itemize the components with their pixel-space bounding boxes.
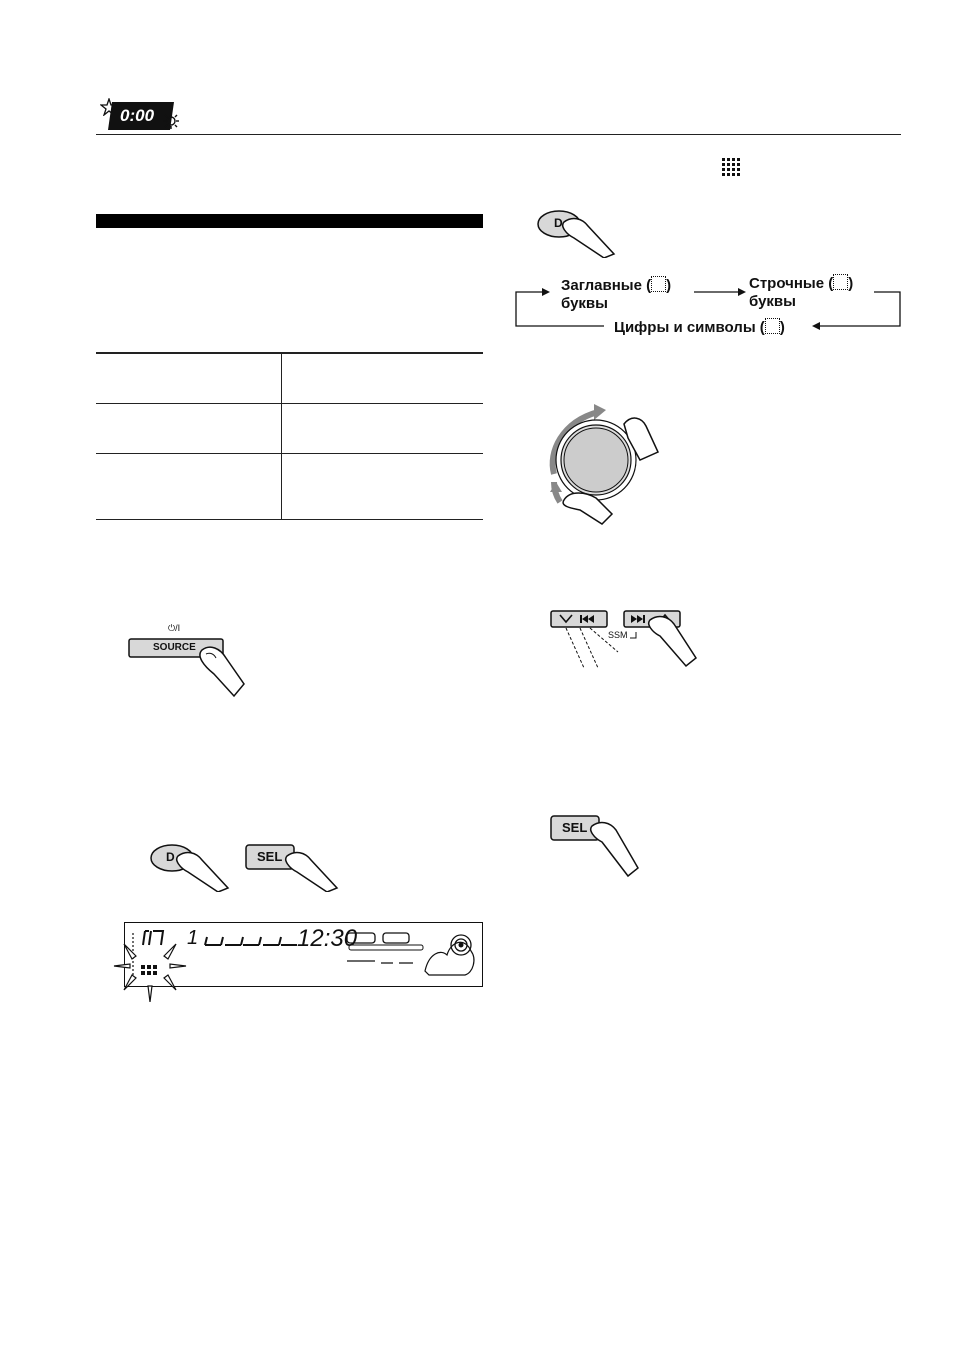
lowercase-label-line2: буквы: [749, 293, 796, 310]
gear-icon: [162, 112, 180, 135]
uppercase-label-end: ): [666, 277, 672, 294]
lowercase-char-icon: [833, 274, 848, 290]
sel-button-left-label: SEL: [257, 849, 283, 864]
ssm-lines: [560, 624, 640, 672]
digits-label-text: Цифры и символы (: [614, 319, 765, 336]
blink-rays-icon: [112, 938, 188, 1007]
finger-icon: [560, 216, 616, 263]
info-table: [96, 352, 483, 520]
grid-icon: [722, 158, 740, 181]
uppercase-label: [561, 276, 671, 313]
ssm-label: SSM: [608, 630, 628, 640]
uppercase-char-icon: [651, 276, 666, 292]
finger-icon: [283, 850, 339, 897]
finger-icon: [646, 614, 702, 673]
finger-icon: [174, 850, 230, 897]
d-button-right-label: D: [554, 216, 563, 230]
digits-char-icon: [765, 318, 780, 334]
finger-icon: [588, 820, 644, 883]
power-symbol: ⏻/I: [168, 623, 181, 633]
digits-label: [614, 318, 785, 337]
finger-icon: [196, 644, 256, 705]
uppercase-label-text: Заглавные (: [561, 277, 652, 294]
lcd-clock: 12:30: [297, 925, 358, 952]
control-dial[interactable]: [540, 404, 670, 533]
source-button-label: SOURCE: [153, 642, 196, 653]
digits-label-end: ): [779, 319, 785, 336]
section-title-bar: [96, 214, 483, 228]
uppercase-label-line2: буквы: [561, 295, 608, 312]
d-button-left-label: D: [166, 850, 175, 864]
lowercase-label-end: ): [848, 275, 854, 292]
sel-button-right-label: SEL: [562, 820, 588, 835]
clock-badge-text: 0:00: [120, 106, 155, 125]
lowercase-label-text: Строчные (: [749, 275, 834, 292]
lowercase-label: [749, 274, 853, 311]
lcd-line1: 1: [187, 927, 199, 949]
header-rule: [96, 134, 901, 135]
